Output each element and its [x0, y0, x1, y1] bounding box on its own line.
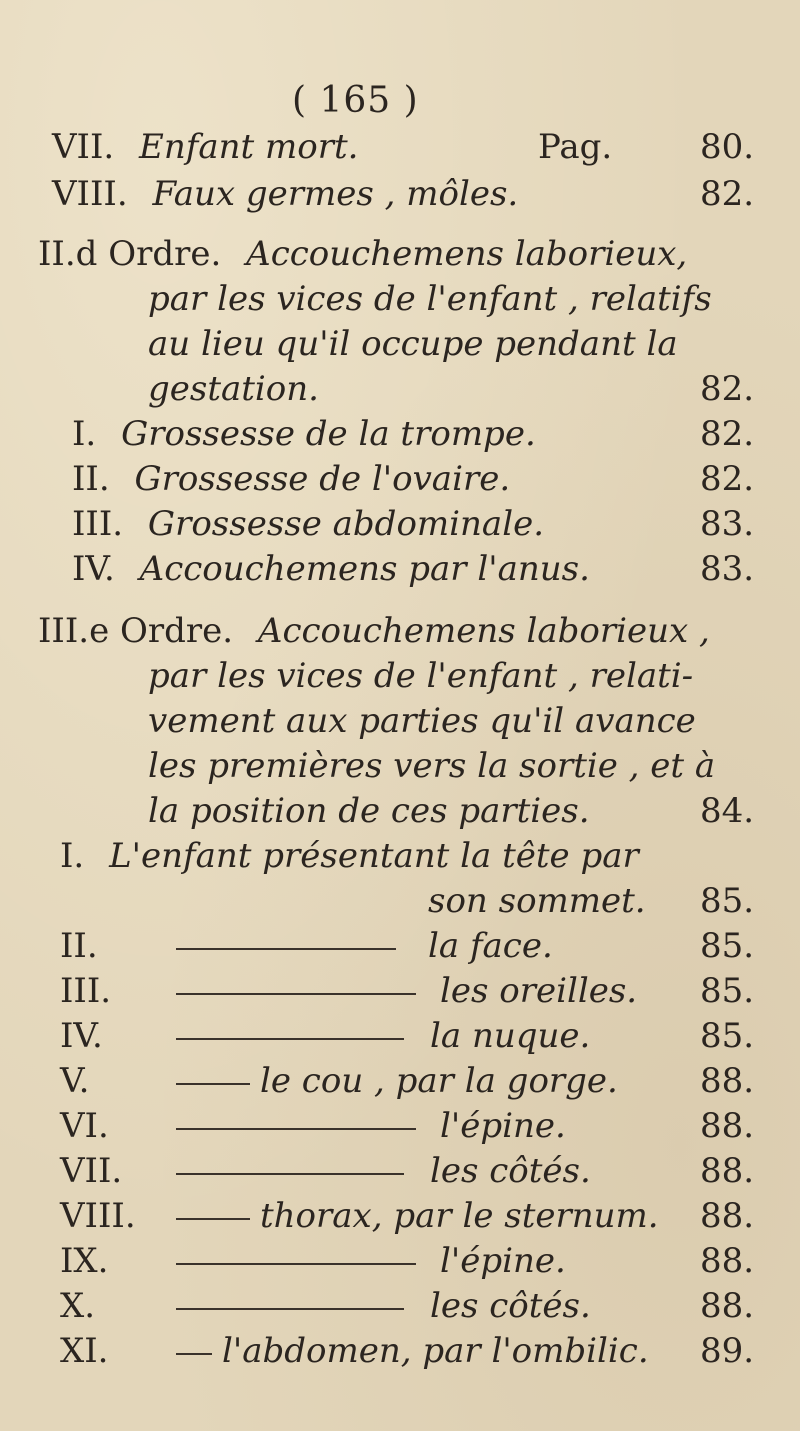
item-text: l'épine.: [440, 1241, 566, 1281]
page-ref: 85.: [700, 971, 755, 1011]
item-number: VIII.: [52, 174, 128, 214]
item-number: IV.: [60, 1016, 103, 1056]
page-ref: 85.: [700, 881, 755, 921]
order-title: Accouchemens laborieux,: [246, 234, 688, 274]
item-number: VII.: [60, 1151, 123, 1191]
item-text: la nuque.: [430, 1016, 591, 1056]
ditto-dash: [176, 1263, 416, 1265]
item-text: Grossesse de l'ovaire.: [134, 459, 511, 499]
item-number: IV.: [72, 549, 115, 589]
ditto-dash: [176, 1083, 250, 1085]
order-title-continued: par les vices de l'enfant , relati-: [148, 656, 694, 696]
order-title-continued: vement aux parties qu'il avance: [148, 701, 696, 741]
item-text: Grossesse abdominale.: [147, 504, 545, 544]
page-ref: 89.: [700, 1331, 755, 1371]
page-ref: 85.: [700, 926, 755, 966]
order-title-continued: au lieu qu'il occupe pendant la: [148, 324, 678, 364]
ditto-dash: [176, 1128, 416, 1130]
item-number: I.: [72, 414, 97, 454]
page-ref: 80.: [700, 127, 755, 167]
item-text: Faux germes , môles.: [152, 174, 519, 214]
item-text: Accouchemens par l'anus.: [139, 549, 590, 589]
page-label: Pag.: [538, 127, 613, 167]
item-text: Enfant mort.: [139, 127, 359, 167]
ditto-dash: [176, 1173, 404, 1175]
item-number: VII.: [52, 127, 115, 167]
order-title-continued: les premières vers la sortie , et à: [148, 746, 716, 786]
list-item: [52, 125, 358, 169]
item-number: V.: [60, 1061, 90, 1101]
order-heading: [38, 609, 710, 653]
item-text: l'épine.: [440, 1106, 566, 1146]
ditto-dash: [176, 1218, 250, 1220]
list-item: [52, 172, 518, 216]
item-text: L'enfant présentant la tête par: [109, 836, 639, 876]
item-number: VIII.: [60, 1196, 136, 1236]
page-ref: 82.: [700, 369, 755, 409]
item-number: VI.: [60, 1106, 109, 1146]
page-ref: 82.: [700, 174, 755, 214]
item-text: Grossesse de la trompe.: [121, 414, 536, 454]
page-ref: 85.: [700, 1016, 755, 1056]
page-ref: 88.: [700, 1196, 755, 1236]
list-item: [72, 502, 544, 546]
page-ref: 88.: [700, 1061, 755, 1101]
item-number: II.: [72, 459, 110, 499]
page-number: ( 165 ): [292, 80, 419, 121]
ditto-dash: [176, 1353, 212, 1355]
page-ref: 82.: [700, 459, 755, 499]
item-number: II.: [60, 926, 98, 966]
item-text: thorax, par le sternum.: [260, 1196, 659, 1236]
order-title-continued: la position de ces parties.: [148, 791, 590, 831]
item-number: I.: [60, 836, 85, 876]
item-text: les côtés.: [430, 1151, 591, 1191]
ditto-dash: [176, 1308, 404, 1310]
item-number: IX.: [60, 1241, 109, 1281]
page-ref: 88.: [700, 1286, 755, 1326]
order-title: Accouchemens laborieux ,: [257, 611, 710, 651]
item-number: III.: [60, 971, 112, 1011]
item-text: le cou , par la gorge.: [260, 1061, 618, 1101]
list-item: [72, 457, 510, 501]
order-title-continued: par les vices de l'enfant , relatifs: [148, 279, 712, 319]
list-item: [72, 547, 590, 591]
item-number: X.: [60, 1286, 96, 1326]
item-text-continued: son sommet.: [428, 881, 646, 921]
list-item: [72, 412, 536, 456]
ditto-dash: [176, 1038, 404, 1040]
page-ref: 88.: [700, 1241, 755, 1281]
item-text: les oreilles.: [440, 971, 638, 1011]
page-ref: 88.: [700, 1151, 755, 1191]
page-ref: 82.: [700, 414, 755, 454]
item-text: les côtés.: [430, 1286, 591, 1326]
page-ref: 88.: [700, 1106, 755, 1146]
ditto-dash: [176, 948, 396, 950]
order-number: III.e Ordre.: [38, 611, 234, 651]
item-text: l'abdomen, par l'ombilic.: [222, 1331, 649, 1371]
item-number: III.: [72, 504, 124, 544]
list-item: [60, 834, 639, 878]
order-number: II.d Ordre.: [38, 234, 222, 274]
order-heading: [38, 232, 687, 276]
ditto-dash: [176, 993, 416, 995]
item-number: XI.: [60, 1331, 109, 1371]
page-ref: 83.: [700, 504, 755, 544]
page-ref: 84.: [700, 791, 755, 831]
item-text: la face.: [428, 926, 553, 966]
page-ref: 83.: [700, 549, 755, 589]
order-title-continued: gestation.: [148, 369, 319, 409]
